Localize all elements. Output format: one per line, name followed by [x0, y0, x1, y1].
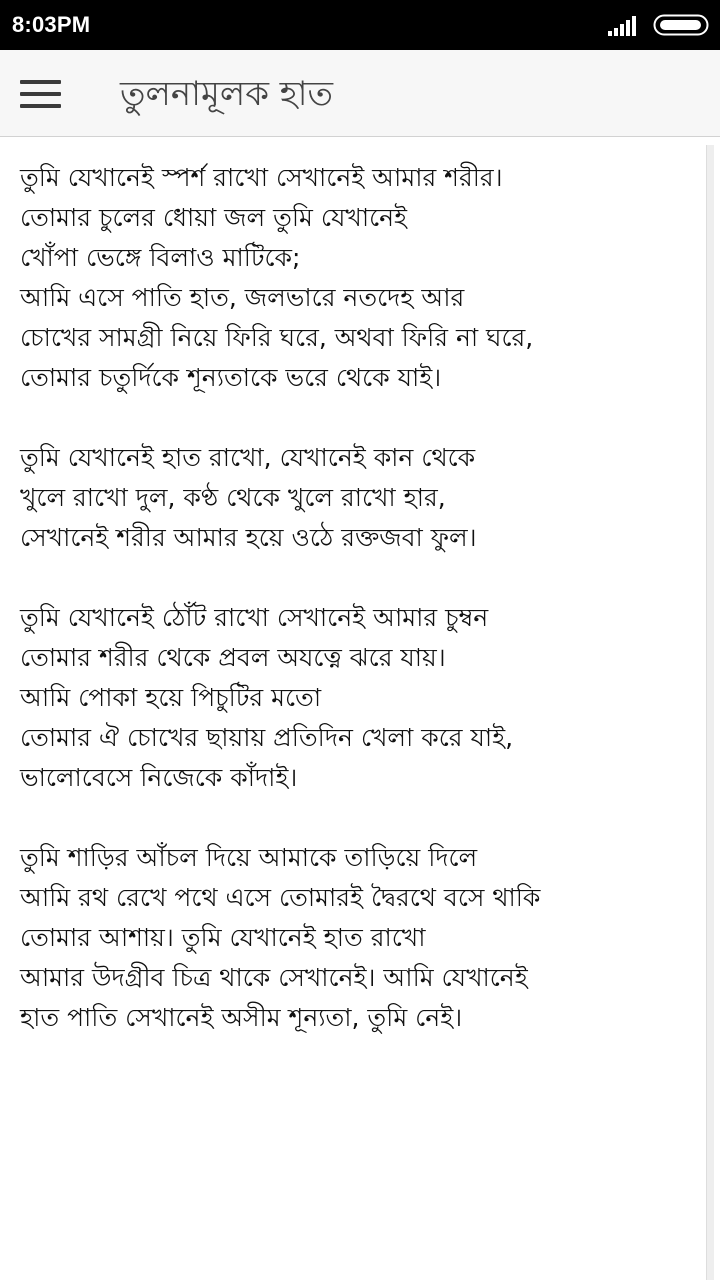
hamburger-menu-icon: [20, 79, 61, 109]
poem-line: আমার উদগ্রীব চিত্র থাকে সেখানেই। আমি যেখানেই: [20, 963, 528, 992]
poem-line: তোমার ঐ চোখের ছায়ায় প্রতিদিন খেলা করে যাই,: [20, 723, 514, 752]
app-bar: [0, 50, 720, 137]
poem-stanza: [20, 158, 690, 398]
poem-line: তোমার চুলের ধোয়া জল তুমি যেখানেই: [20, 203, 408, 232]
poem-line: আমি এসে পাতি হাত, জলভারে নতদেহ আর: [20, 283, 465, 312]
poem-line: তুমি যেখানেই হাত রাখো, যেখানেই কান থেকে: [20, 443, 476, 472]
poem-text: [20, 158, 690, 1078]
poem-stanza: [20, 598, 690, 798]
battery-icon: [653, 14, 709, 36]
poem-line: চোখের সামগ্রী নিয়ে ফিরি ঘরে, অথবা ফিরি না ঘরে,: [20, 323, 534, 352]
poem-line: খুলে রাখো দুল, কণ্ঠ থেকে খুলে রাখো হার,: [20, 483, 446, 512]
scrollbar[interactable]: [706, 145, 714, 1280]
page-title: তুলনামূলক হাত: [120, 74, 334, 114]
signal-bars-icon: [608, 14, 642, 36]
poem-line: তোমার শরীর থেকে প্রবল অযত্নে ঝরে যায়।: [20, 643, 446, 672]
poem-line: তোমার আশায়। তুমি যেখানেই হাত রাখো: [20, 923, 426, 952]
poem-line: খোঁপা ভেঙ্গে বিলাও মাটিকে;: [20, 243, 301, 272]
status-time: 8:03PM: [12, 12, 91, 37]
poem-line: তুমি যেখানেই ঠোঁট রাখো সেখানেই আমার চুম্বন: [20, 603, 489, 632]
poem-line: হাত পাতি সেখানেই অসীম শূন্যতা, তুমি নেই।: [20, 1003, 463, 1032]
poem-line: আমি পোকা হয়ে পিচুটির মতো: [20, 683, 322, 712]
poem-line: তোমার চতুর্দিকে শূন্যতাকে ভরে থেকে যাই।: [20, 363, 442, 392]
poem-line: তুমি শাড়ির আঁচল দিয়ে আমাকে তাড়িয়ে দিলে: [20, 843, 478, 872]
poem-line: আমি রথ রেখে পথে এসে তোমারই দ্বৈরথে বসে থাকি: [20, 883, 541, 912]
status-bar: [0, 0, 720, 50]
poem-stanza: [20, 838, 690, 1038]
poem-line: সেখানেই শরীর আমার হয়ে ওঠে রক্তজবা ফুল।: [20, 523, 477, 552]
poem-line: ভালোবেসে নিজেকে কাঁদাই।: [20, 763, 298, 792]
poem-stanza: [20, 438, 690, 558]
poem-content[interactable]: [0, 138, 704, 1280]
poem-line: তুমি যেখানেই স্পর্শ রাখো সেখানেই আমার শরীর।: [20, 163, 503, 192]
menu-button[interactable]: [12, 72, 68, 116]
